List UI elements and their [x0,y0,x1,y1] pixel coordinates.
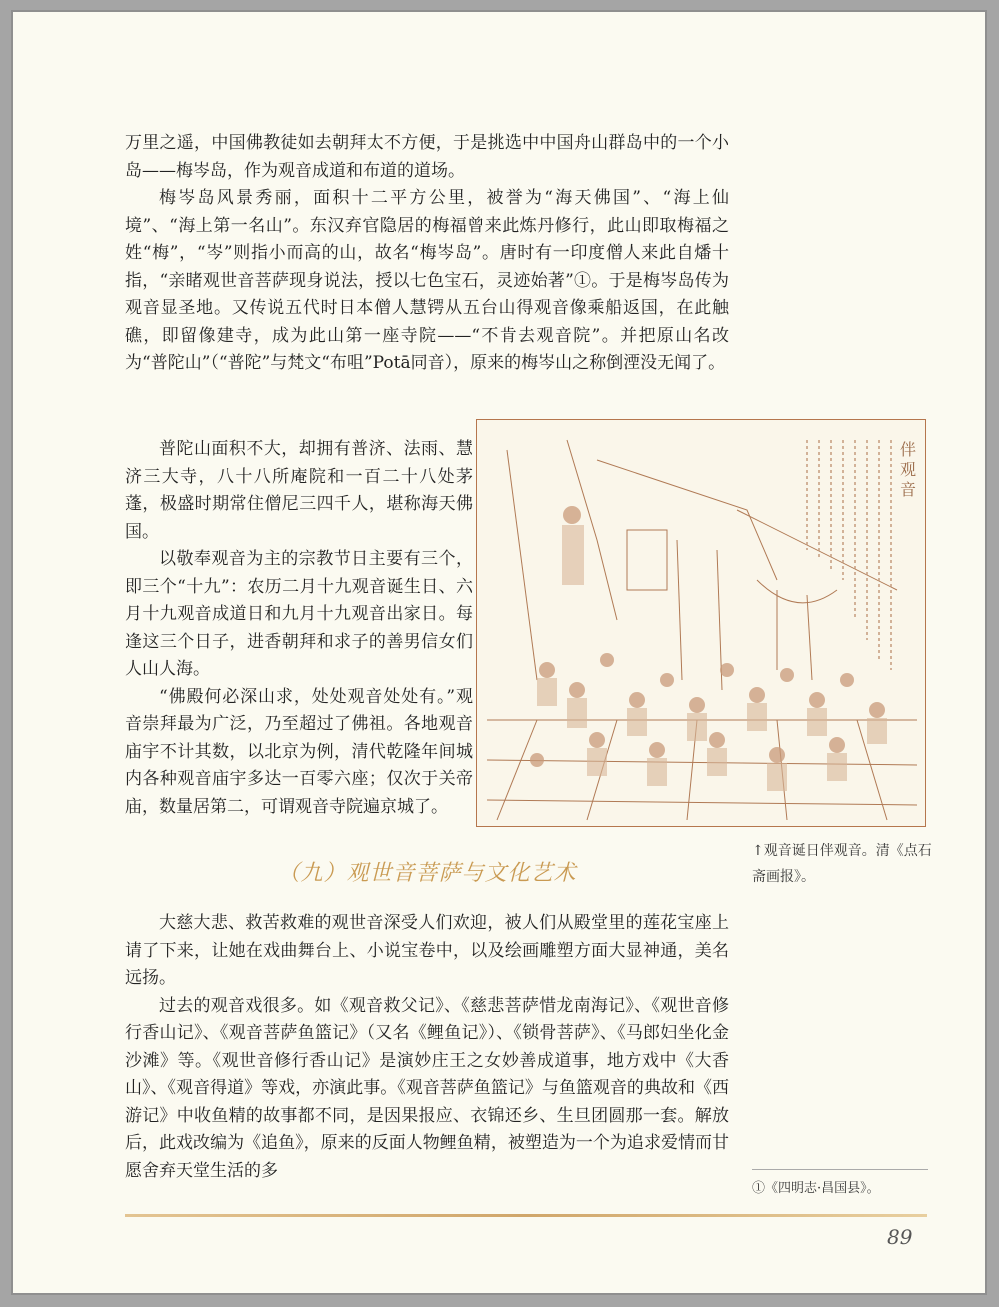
paragraph: 以敬奉观音为主的宗教节日主要有三个，即三个“十九”：农历二月十九观音诞生日、六月十九观音成道日和九月十九观音出家日。每逢这三个日子，进香朝拜和求子的善男信女们人山人海。 [125,549,473,679]
book-page [11,10,987,1295]
text-block-top [125,130,729,378]
illustration-drawing [477,420,925,826]
illustration [476,419,926,827]
text-block-bottom [125,910,729,1185]
footnote: ①《四明志·昌国县》。 [752,1181,880,1196]
paragraph: “佛殿何必深山求，处处观音处处有。”观音崇拜最为广泛，乃至超过了佛祖。各地观音庙宇不计其数，以北京为例，清代乾隆年间城内各种观音庙宇多达一百零六座；仅次于关帝庙，数量居第二，可谓观音寺院遍京城了。 [125,686,473,817]
paragraph: 过去的观音戏很多。如《观音救父记》、《慈悲菩萨惜龙南海记》、《观世音修行香山记》、《观音菩萨鱼篮记》（又名《鲤鱼记》）、《锁骨菩萨》、《马郎妇坐化金沙滩》等。《观世音修行香山记》是演妙庄王之女妙善成道事，地方戏中《大香山》、《观音得道》等戏，亦演此事。《观音菩萨鱼篮记》与鱼篮观音的典故和《西游记》中收鱼精的故事都不同，是因果报应、衣锦还乡、生旦团圆那一套。解放后，此戏改编为《追鱼》，原来的反面人物鲤鱼精，被塑造为一个为追求爱情而甘愿舍弃天堂生活的多 [125,995,729,1181]
text-block-left [125,436,473,821]
footnote-divider [752,1169,928,1170]
figure-caption: ↑观音诞日伴观音。清《点石斋画报》。 [752,843,932,885]
paragraph: 大慈大悲、救苦救难的观世音深受人们欢迎，被人们从殿堂里的莲花宝座上请了下来，让她在戏曲舞台上、小说宝卷中，以及绘画雕塑方面大显神通，美名远扬。 [125,913,729,988]
illustration-title: 伴观音 [900,440,917,499]
paragraph: 梅岑岛风景秀丽，面积十二平方公里，被誉为“海天佛国”、“海上仙境”、“海上第一名山”。东汉弃官隐居的梅福曾来此炼丹修行，此山即取梅福之姓“梅”，“岑”则指小而高的山，故名“梅岑岛”。唐时有一印度僧人来此自燔十指，“亲睹观世音菩萨现身说法，授以七色宝石，灵迹始著”①。于是梅岑岛传为观音显圣地。又传说五代时日本僧人慧锷从五台山得观音像乘船返国，在此触礁，即留像建寺，成为此山第一座寺院——“不肯去观音院”。并把原山名改为“普陀山”（“普陀”与梵文“布咀”Potā同音），原来的梅岑山之称倒湮没无闻了。 [125,188,729,373]
page-number: 89 [887,1225,913,1249]
paragraph: 普陀山面积不大，却拥有普济、法雨、慧济三大寺，八十八所庵院和一百二十八处茅蓬，极盛时期常住僧尼三四千人，堪称海天佛国。 [125,439,473,542]
section-heading: （九）观世音菩萨与文化艺术 [277,861,577,886]
paragraph: 万里之遥，中国佛教徒如去朝拜太不方便，于是挑选中中国舟山群岛中的一个小岛——梅岑岛，作为观音成道和布道的道场。 [125,133,729,181]
footer-rule [125,1214,927,1217]
